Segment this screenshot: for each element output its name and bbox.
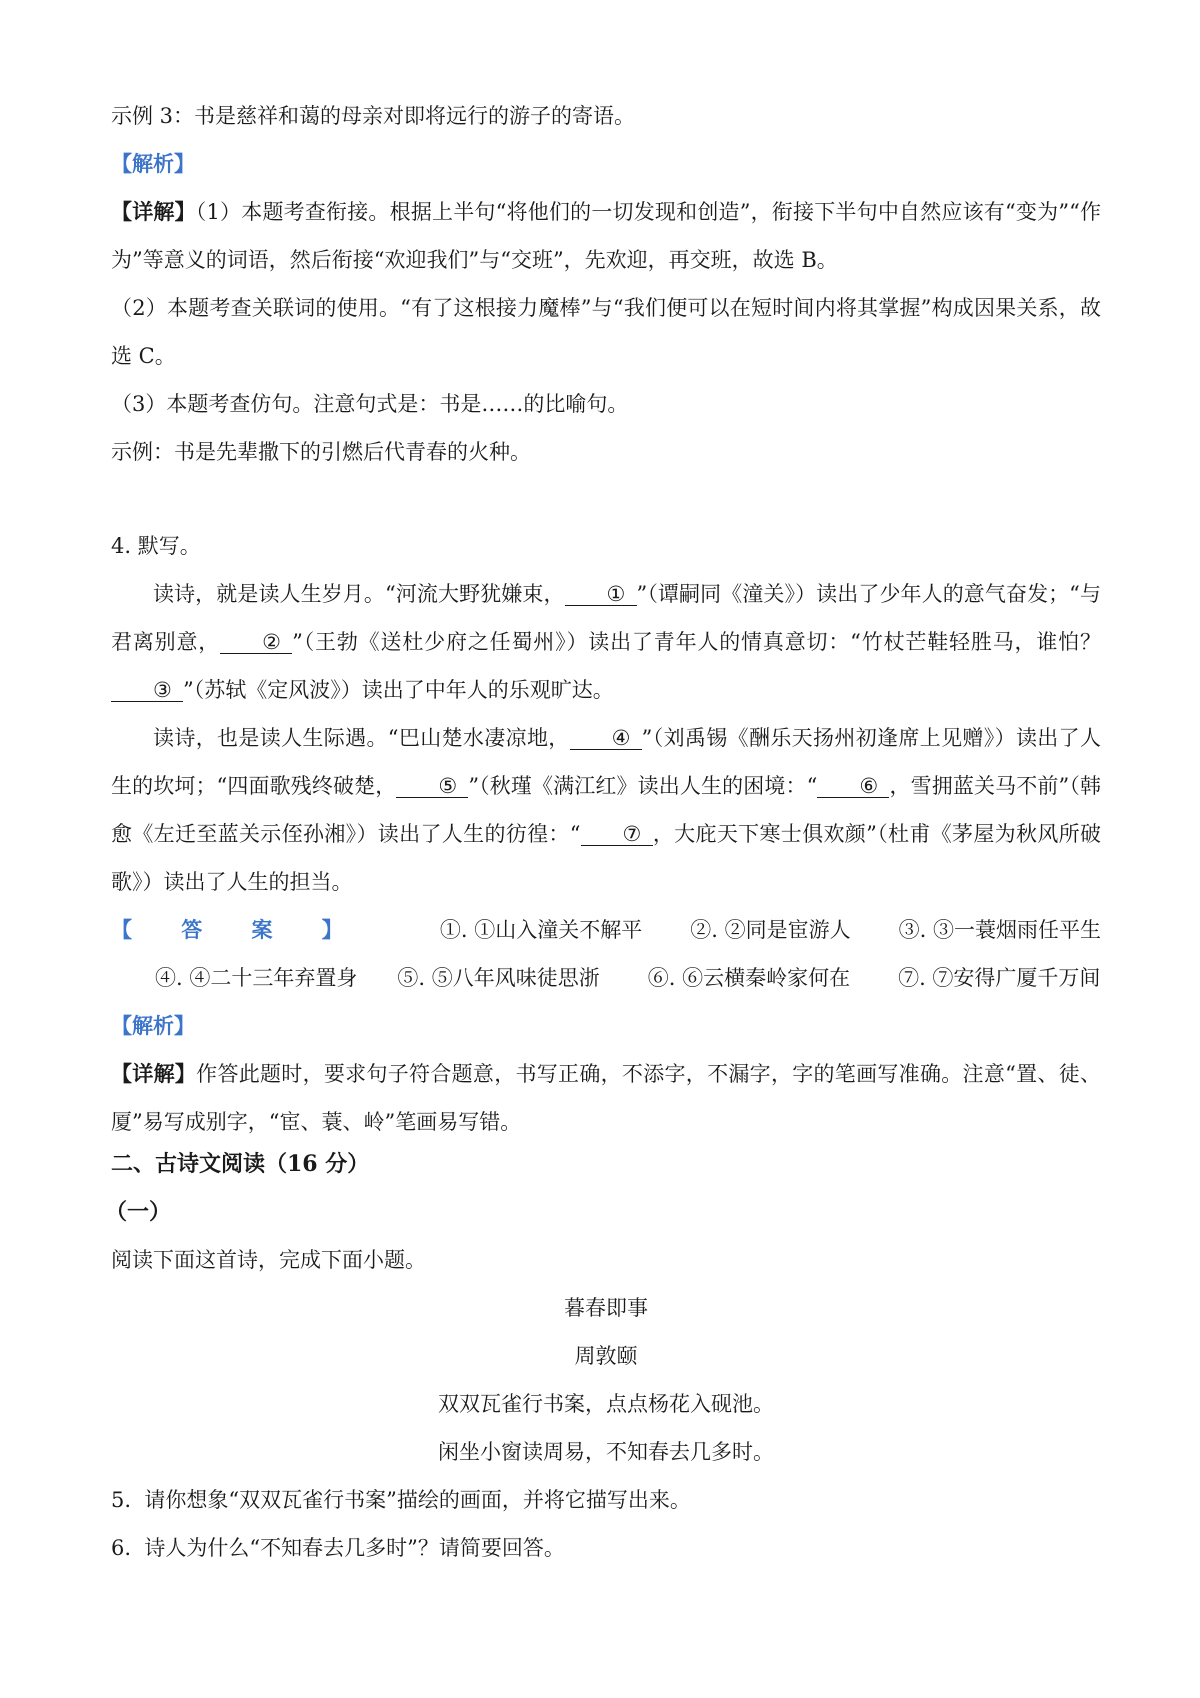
answer-4: ④. ④二十三年弃置身 [155, 966, 358, 990]
q4-para-1: 读诗，就是读人生岁月。“河流大野犹嫌束， ① ”（谭嗣同《潼关》）读出了少年人的意气奋发；“与君离别意， ② ”（王勃《送杜少府之任蜀州》）读出了青年人的情真意切：“竹杖芒鞋轻胜马，谁怕？③ ”（苏轼《定风波》）读出了中年人的乐观旷达。 [111, 582, 1102, 702]
subsection-heading: （一） [105, 1199, 172, 1225]
answer-3: ③. ③一蓑烟雨任平生 [898, 918, 1101, 942]
poem-line-2: 闲坐小窗读周易，不知春去几多时。 [438, 1440, 774, 1464]
example-3: 示例 3：书是慈祥和蔼的母亲对即将远行的游子的寄语。 [111, 104, 636, 128]
detail-3: （3）本题考查仿句。注意句式是：书是……的比喻句。 [111, 392, 629, 416]
question-6: 6. 诗人为什么“不知春去几多时”？请简要回答。 [111, 1536, 565, 1560]
answer-1: ①. ①山入潼关不解平 [439, 918, 643, 942]
poem-author: 周敦颐 [574, 1344, 638, 1368]
section-2 [105, 1140, 1101, 1572]
blank-7[interactable]: ⑦ [581, 823, 653, 846]
answer-7: ⑦. ⑦安得广厦千万间 [898, 966, 1101, 990]
answer-5: ⑤. ⑤八年风味徒思浙 [397, 966, 600, 990]
poem [111, 1284, 1101, 1476]
question-4 [111, 522, 1101, 1146]
blank-6[interactable]: ⑥ [817, 775, 889, 798]
blank-4[interactable]: ④ [570, 727, 642, 750]
blank-5[interactable]: ⑤ [396, 775, 468, 798]
poem-title: 暮春即事 [564, 1296, 648, 1320]
q4-title: 4. 默写。 [111, 534, 201, 558]
blank-2[interactable]: ② [220, 631, 292, 654]
instruction: 阅读下面这首诗，完成下面小题。 [111, 1248, 426, 1272]
poem-line-1: 双双瓦雀行书案，点点杨花入砚池。 [438, 1392, 774, 1416]
analysis-tag: 【解析】 [111, 151, 195, 176]
answer-2: ②. ②同是宦游人 [690, 918, 851, 942]
q4-detail: 【详解】作答此题时，要求句子符合题意，书写正确，不添字，不漏字，字的笔画写准确。注意“置、徒、厦”易写成别字，“宦、蓑、岭”笔画易写错。 [111, 1061, 1102, 1134]
answer-6: ⑥. ⑥云横秦岭家何在 [647, 966, 851, 990]
detail-2: （2）本题考查关联词的使用。“有了这根接力魔棒”与“我们便可以在短时间内将其掌握”构成因果关系，故选 C。 [111, 296, 1101, 368]
blank-3[interactable]: ③ [111, 679, 183, 702]
q4-answers: 【答案】 ①. ①山入潼关不解平 ②. ②同是宦游人 ③. ③一蓑烟雨任平生④. ④二十三年弃置身 ⑤. ⑤八年风味徒思浙 ⑥. ⑥云横秦岭家何在 ⑦. ⑦安得广厦千万间 [111, 906, 1101, 1002]
question-5: 5. 请你想象“双双瓦雀行书案”描绘的画面，并将它描写出来。 [111, 1488, 691, 1512]
q4-para-2: 读诗，也是读人生际遇。“巴山楚水凄凉地， ④ ”（刘禹锡《酬乐天扬州初逢席上见赠》）读出了人生的坎坷；“四面歌残终破楚， ⑤ ”（秋瑾《满江红》读出人生的困境：“ ⑥ ，雪拥蓝关马不前”（韩愈《左迁至蓝关示侄孙湘》）读出了人生的彷徨：“ ⑦ ，大庇天下寒士俱欢颜”（杜甫《茅屋为秋风所破歌》）读出了人生的担当。 [111, 726, 1102, 894]
q3-tail [111, 92, 1101, 476]
q4-analysis-tag: 【解析】 [111, 1013, 195, 1038]
detail-1: 【详解】（1）本题考查衔接。根据上半句“将他们的一切发现和创造”，衔接下半句中自然应该有“变为”“作为”等意义的词语，然后衔接“欢迎我们”与“交班”，先欢迎，再交班，故选 B。 [111, 199, 1101, 272]
blank-1[interactable]: ① [565, 583, 637, 606]
section-heading: 二、古诗文阅读（16 分） [111, 1151, 370, 1177]
example: 示例：书是先辈撒下的引燃后代青春的火种。 [111, 440, 531, 464]
